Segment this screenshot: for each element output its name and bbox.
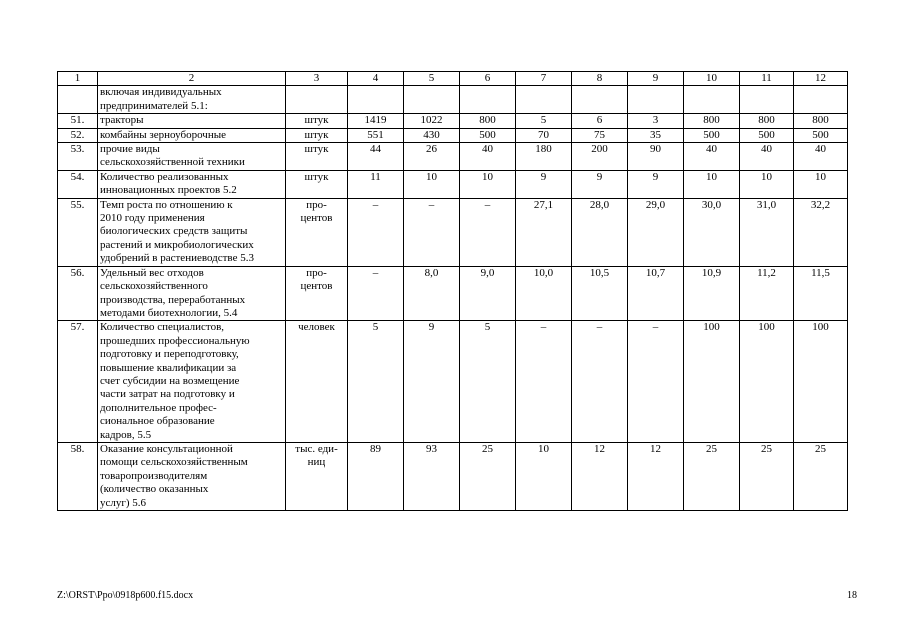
indicator-value: –	[348, 198, 404, 266]
table-row	[58, 442, 848, 510]
column-number-row	[58, 72, 848, 86]
table-row	[58, 86, 848, 114]
indicator-value: 5	[460, 321, 516, 443]
indicator-value: 10	[516, 442, 572, 510]
indicator-value: 500	[684, 128, 740, 142]
indicator-value: 10	[794, 170, 848, 198]
unit-of-measure: штук	[286, 170, 348, 198]
indicator-value: 12	[572, 442, 628, 510]
indicator-value: 500	[740, 128, 794, 142]
table-row	[58, 198, 848, 266]
indicator-value: 100	[794, 321, 848, 443]
indicator-value: 29,0	[628, 198, 684, 266]
indicator-value: 27,1	[516, 198, 572, 266]
indicator-value: 9,0	[460, 266, 516, 321]
indicator-value: 31,0	[740, 198, 794, 266]
indicator-value: 500	[460, 128, 516, 142]
indicator-value	[628, 86, 684, 114]
indicator-value: 11	[348, 170, 404, 198]
indicator-value: 25	[794, 442, 848, 510]
indicator-value: 10	[460, 170, 516, 198]
indicator-value: 3	[628, 114, 684, 128]
unit-of-measure: штук	[286, 128, 348, 142]
indicator-value: 25	[460, 442, 516, 510]
indicator-value: 35	[628, 128, 684, 142]
indicator-value: 11,2	[740, 266, 794, 321]
indicator-value: 89	[348, 442, 404, 510]
indicator-value	[460, 86, 516, 114]
indicator-value: 430	[404, 128, 460, 142]
table-row	[58, 321, 848, 443]
indicator-value: 40	[794, 143, 848, 171]
indicator-value	[516, 86, 572, 114]
indicator-value: 9	[572, 170, 628, 198]
row-number: 58.	[58, 442, 98, 510]
row-number: 56.	[58, 266, 98, 321]
indicator-value: 180	[516, 143, 572, 171]
indicator-value: 6	[572, 114, 628, 128]
indicator-value: 40	[460, 143, 516, 171]
indicator-name: Количество специалистов, прошедших профессиональную подготовку и переподготовку, повышение квалификации за счет субсидии на возмещение части затрат на подготовку и дополнительное профес- сиональное образование кадров, 5.5	[98, 321, 286, 443]
indicator-value: 32,2	[794, 198, 848, 266]
indicator-name: прочие виды сельскохозяйственной техники	[98, 143, 286, 171]
unit-of-measure: тыс. еди- ниц	[286, 442, 348, 510]
document-path: Z:\ORST\Ppo\0918p600.f15.docx	[57, 590, 194, 601]
indicator-value: 11,5	[794, 266, 848, 321]
unit-of-measure	[286, 86, 348, 114]
indicator-value: 800	[740, 114, 794, 128]
indicator-value: 40	[740, 143, 794, 171]
indicator-value: –	[516, 321, 572, 443]
indicator-value: 800	[460, 114, 516, 128]
indicator-value: –	[348, 266, 404, 321]
indicator-name: тракторы	[98, 114, 286, 128]
indicator-value: 70	[516, 128, 572, 142]
column-number: 5	[404, 72, 460, 86]
row-number: 53.	[58, 143, 98, 171]
indicator-value: 10,9	[684, 266, 740, 321]
indicator-value	[404, 86, 460, 114]
row-number: 57.	[58, 321, 98, 443]
indicator-value: 10	[684, 170, 740, 198]
column-number: 6	[460, 72, 516, 86]
indicator-value: 10,0	[516, 266, 572, 321]
indicator-value: 1419	[348, 114, 404, 128]
row-number: 52.	[58, 128, 98, 142]
column-number: 4	[348, 72, 404, 86]
indicator-name: Оказание консультационной помощи сельскохозяйственным товаропроизводителям (количество оказанных услуг) 5.6	[98, 442, 286, 510]
indicator-value: 100	[684, 321, 740, 443]
unit-of-measure: про- центов	[286, 198, 348, 266]
indicator-value: 75	[572, 128, 628, 142]
indicator-value: 500	[794, 128, 848, 142]
indicator-value: 10,5	[572, 266, 628, 321]
indicator-value	[684, 86, 740, 114]
indicator-value: 26	[404, 143, 460, 171]
indicator-value: –	[572, 321, 628, 443]
indicator-value: 10	[740, 170, 794, 198]
indicator-value: 9	[628, 170, 684, 198]
indicator-value: 40	[684, 143, 740, 171]
column-number: 12	[794, 72, 848, 86]
indicator-value: 90	[628, 143, 684, 171]
indicator-value: 800	[684, 114, 740, 128]
column-number: 11	[740, 72, 794, 86]
indicator-value: 10,7	[628, 266, 684, 321]
indicator-value	[572, 86, 628, 114]
table-row	[58, 128, 848, 142]
indicator-value: 30,0	[684, 198, 740, 266]
column-number: 1	[58, 72, 98, 86]
indicators-table	[57, 71, 848, 511]
indicator-value: –	[460, 198, 516, 266]
indicator-value: –	[404, 198, 460, 266]
table-row	[58, 114, 848, 128]
indicator-value: 200	[572, 143, 628, 171]
column-number: 7	[516, 72, 572, 86]
table-row	[58, 170, 848, 198]
indicator-value: 1022	[404, 114, 460, 128]
table-row	[58, 266, 848, 321]
indicator-value	[740, 86, 794, 114]
indicator-name: Удельный вес отходов сельскохозяйственного производства, переработанных методами биотехнологии, 5.4	[98, 266, 286, 321]
indicator-value: –	[628, 321, 684, 443]
column-number: 3	[286, 72, 348, 86]
column-number: 10	[684, 72, 740, 86]
row-number: 55.	[58, 198, 98, 266]
column-number: 8	[572, 72, 628, 86]
indicator-value: 5	[516, 114, 572, 128]
indicator-value: 25	[684, 442, 740, 510]
unit-of-measure: штук	[286, 114, 348, 128]
unit-of-measure: человек	[286, 321, 348, 443]
indicator-value	[348, 86, 404, 114]
row-number: 51.	[58, 114, 98, 128]
indicator-value	[794, 86, 848, 114]
unit-of-measure: штук	[286, 143, 348, 171]
table-row	[58, 143, 848, 171]
indicator-name: включая индивидуальных предпринимателей 5.1:	[98, 86, 286, 114]
indicator-name: Количество реализованных инновационных проектов 5.2	[98, 170, 286, 198]
indicator-value: 10	[404, 170, 460, 198]
indicator-value: 9	[516, 170, 572, 198]
indicator-value: 5	[348, 321, 404, 443]
indicator-value: 551	[348, 128, 404, 142]
indicator-value: 28,0	[572, 198, 628, 266]
indicator-value: 9	[404, 321, 460, 443]
row-number	[58, 86, 98, 114]
indicator-name: Темп роста по отношению к 2010 году применения биологических средств защиты растений и микробиологических удобрений в растениеводстве 5.3	[98, 198, 286, 266]
indicator-value: 44	[348, 143, 404, 171]
indicator-value: 12	[628, 442, 684, 510]
indicator-value: 8,0	[404, 266, 460, 321]
unit-of-measure: про- центов	[286, 266, 348, 321]
row-number: 54.	[58, 170, 98, 198]
column-number: 2	[98, 72, 286, 86]
indicator-value: 100	[740, 321, 794, 443]
indicator-value: 25	[740, 442, 794, 510]
page-number: 18	[847, 590, 857, 601]
column-number: 9	[628, 72, 684, 86]
indicator-value: 93	[404, 442, 460, 510]
indicator-name: комбайны зерноуборочные	[98, 128, 286, 142]
indicator-value: 800	[794, 114, 848, 128]
